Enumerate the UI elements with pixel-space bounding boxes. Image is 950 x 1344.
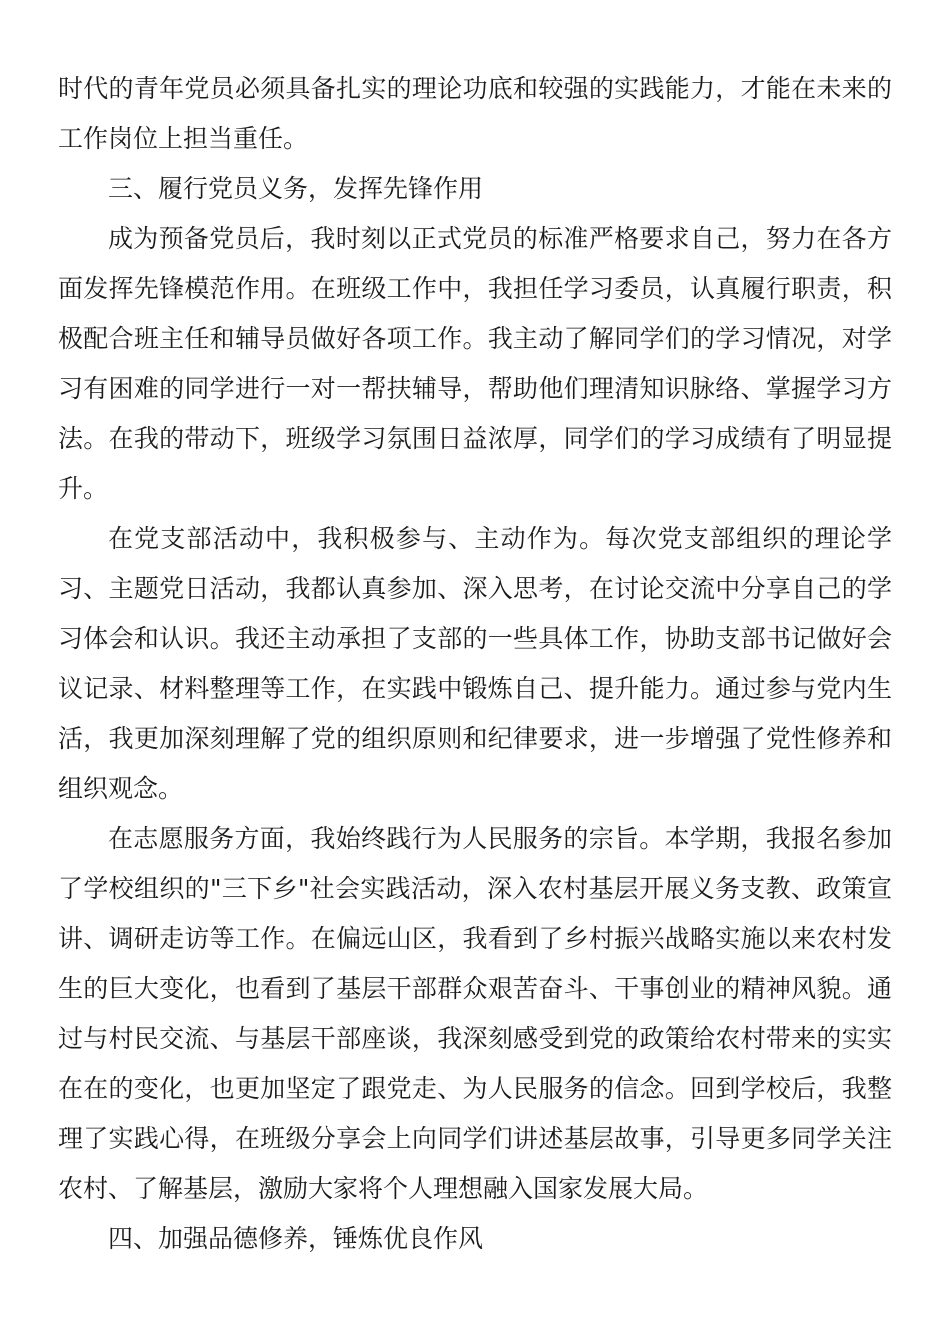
paragraph-class-work: 成为预备党员后，我时刻以正式党员的标准严格要求自己，努力在各方面发挥先锋模范作用。在班级工作中，我担任学习委员，认真履行职责，积极配合班主任和辅导员做好各项工作。我主动了解同学们的学习情况，对学习有困难的同学进行一对一帮扶辅导，帮助他们理清知识脉络、掌握学习方法。在我的带动下，班级学习氛围日益浓厚，同学们的学习成绩有了明显提升。 [58, 224, 892, 503]
paragraph-volunteer-service: 在志愿服务方面，我始终践行为人民服务的宗旨。本学期，我报名参加了学校组织的"三下乡"社会实践活动，深入农村基层开展义务支教、政策宣讲、调研走访等工作。在偏远山区，我看到了乡村振兴战略实施以来农村发生的巨大变化，也看到了基层干部群众艰苦奋斗、干事创业的精神风貌。通过与村民交流、与基层干部座谈，我深刻感受到党的政策给农村带来的实实在在的变化，也更加坚定了跟党走、为人民服务的信念。回到学校后，我整理了实践心得，在班级分享会上向同学们讲述基层故事，引导更多同学关注农村、了解基层，激励大家将个人理想融入国家发展大局。 [58, 824, 892, 1203]
paragraph-party-branch: 在党支部活动中，我积极参与、主动作为。每次党支部组织的理论学习、主题党日活动，我都认真参加、深入思考，在讨论交流中分享自己的学习体会和认识。我还主动承担了支部的一些具体工作，协助支部书记做好会议记录、材料整理等工作，在实践中锻炼自己、提升能力。通过参与党内生活，我更加深刻理解了党的组织原则和纪律要求，进一步增强了党性修养和组织观念。 [58, 524, 892, 803]
paragraph-continued: 时代的青年党员必须具备扎实的理论功底和较强的实践能力，才能在未来的工作岗位上担当重任。 [58, 74, 892, 153]
section-heading-four: 四、加强品德修养，锤炼优良作风 [108, 1224, 484, 1253]
section-heading-three: 三、履行党员义务，发挥先锋作用 [108, 174, 484, 203]
document-page [58, 64, 892, 1264]
